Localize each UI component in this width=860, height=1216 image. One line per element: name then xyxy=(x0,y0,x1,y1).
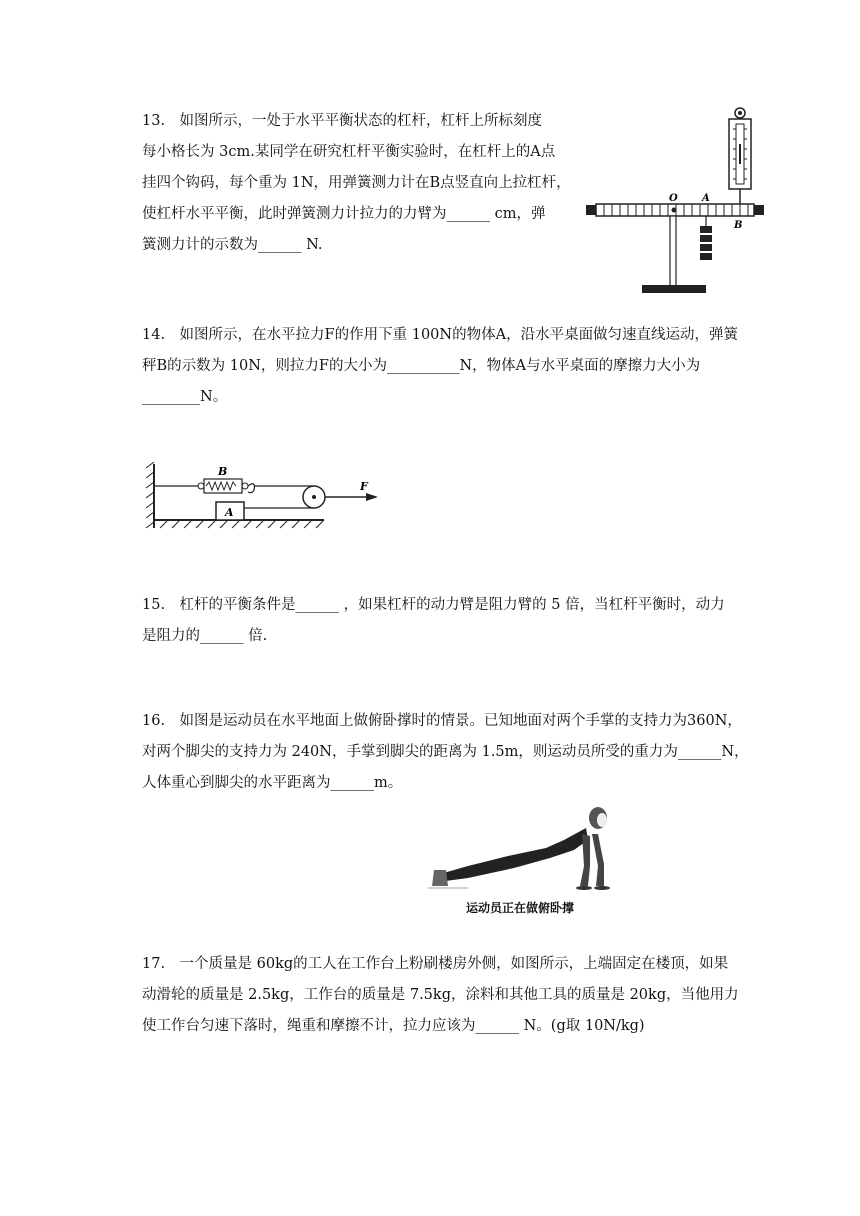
spring-scale-b xyxy=(198,479,248,493)
q17-line-2: 动滑轮的质量是 2.5kg，工作台的质量是 7.5kg，涂料和其他工具的质量是 20kg，当他用力 xyxy=(142,987,739,1003)
pulley xyxy=(303,486,325,508)
q15-line-1: 15. 杠杆的平衡条件是______ ，如果杠杆的动力臂是阻力臂的 5 倍，当杠杆平衡时，动力 xyxy=(142,597,725,613)
pushup-caption: 运动员正在做俯卧撑 xyxy=(466,901,575,915)
question-16 xyxy=(142,706,749,799)
question-13 xyxy=(142,106,571,261)
q14-line-1: 14. 如图所示，在水平拉力F的作用下重 100N的物体A，沿水平桌面做匀速直线运动，弹簧 xyxy=(142,327,739,343)
label-f: F xyxy=(360,480,368,493)
q16-pushup-figure xyxy=(428,800,620,896)
q17-line-1: 17. 一个质量是 60kg的工人在工作台上粉刷楼房外侧，如图所示，上端固定在楼顶，如果 xyxy=(142,956,729,972)
label-b14: B xyxy=(218,465,228,478)
q13-line-3: 挂四个钩码，每个重为 1N，用弹簧测力计在B点竖直向上拉杠杆， xyxy=(142,175,571,191)
spring-scale xyxy=(729,108,751,207)
question-15 xyxy=(142,590,725,652)
athlete-silhouette xyxy=(428,807,610,890)
label-o: O xyxy=(669,193,678,204)
q17-line-3: 使工作台匀速下落时，绳重和摩擦不计，拉力应该为______ N。(g取 10N/kg) xyxy=(142,1018,645,1034)
q13-lever-figure xyxy=(586,104,768,298)
q13-line-4: 使杠杆水平平衡，此时弹簧测力计拉力的力臂为______ cm，弹 xyxy=(142,206,546,222)
q14-line-3: ________N。 xyxy=(142,389,228,405)
label-a: A xyxy=(702,193,710,204)
question-14 xyxy=(142,320,738,413)
label-a14: A xyxy=(225,506,234,519)
q13-line-5: 簧测力计的示数为______ N. xyxy=(142,237,323,253)
q13-line-2: 每小格长为 3cm.某同学在研究杠杆平衡实验时，在杠杆上的A点 xyxy=(142,144,556,160)
q14-line-2: 秤B的示数为 10N，则拉力F的大小为__________N，物体A与水平桌面的摩擦力大小为 xyxy=(142,358,701,374)
q16-line-2: 对两个脚尖的支持力为 240N，手掌到脚尖的距离为 1.5m，则运动员所受的重力为______N， xyxy=(142,744,749,760)
table-surface xyxy=(154,520,324,528)
lever-bar xyxy=(586,204,764,216)
question-17 xyxy=(142,949,739,1042)
q16-line-1: 16. 如图是运动员在水平地面上做俯卧撑时的情景。已知地面对两个手掌的支持力为360N， xyxy=(142,713,742,729)
label-b: B xyxy=(734,220,743,231)
lever-stand xyxy=(642,216,706,293)
q14-pulley-figure xyxy=(146,458,382,534)
q13-line-1: 13. 如图所示，一处于水平平衡状态的杠杆，杠杆上所标刻度 xyxy=(142,113,543,129)
q16-line-3: 人体重心到脚尖的水平距离为______m。 xyxy=(142,775,403,791)
hook-weights xyxy=(700,216,712,260)
q15-line-2: 是阻力的______ 倍. xyxy=(142,628,268,644)
wall xyxy=(146,462,154,528)
